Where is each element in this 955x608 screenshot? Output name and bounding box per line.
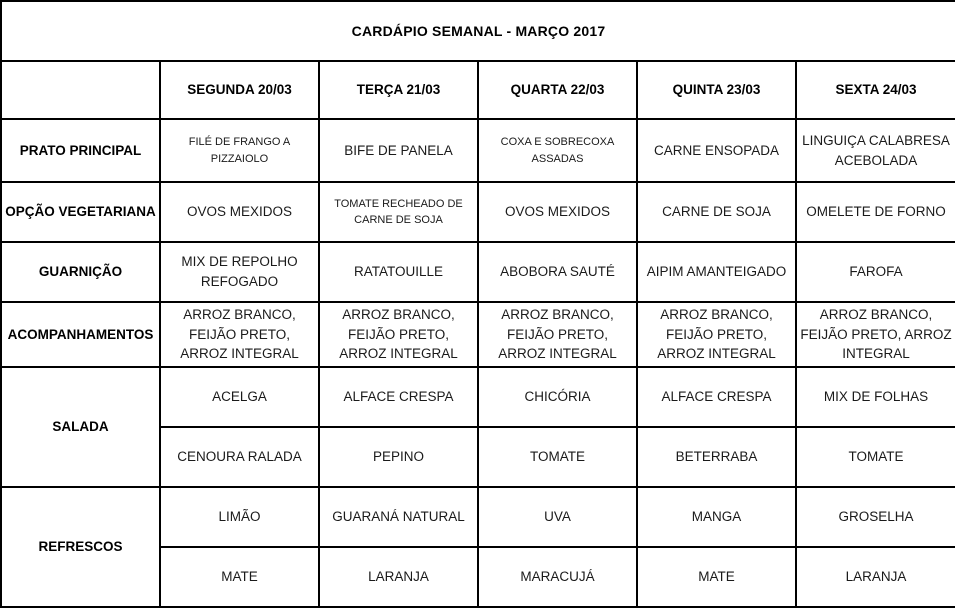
column-header-segunda: SEGUNDA 20/03 — [160, 61, 319, 119]
menu-cell: TOMATE RECHEADO DE CARNE DE SOJA — [319, 182, 478, 242]
row-label-guarnicao: GUARNIÇÃO — [1, 242, 160, 302]
menu-cell: OVOS MEXIDOS — [478, 182, 637, 242]
menu-cell: COXA E SOBRECOXA ASSADAS — [478, 119, 637, 182]
menu-cell: FAROFA — [796, 242, 955, 302]
menu-cell: CENOURA RALADA — [160, 427, 319, 487]
column-header-terca: TERÇA 21/03 — [319, 61, 478, 119]
menu-cell: BIFE DE PANELA — [319, 119, 478, 182]
menu-cell: CARNE DE SOJA — [637, 182, 796, 242]
menu-cell: MARACUJÁ — [478, 547, 637, 607]
menu-cell: PEPINO — [319, 427, 478, 487]
menu-cell: CHICÓRIA — [478, 367, 637, 427]
menu-cell: TOMATE — [796, 427, 955, 487]
menu-cell: CARNE ENSOPADA — [637, 119, 796, 182]
menu-cell: RATATOUILLE — [319, 242, 478, 302]
menu-cell: OMELETE DE FORNO — [796, 182, 955, 242]
row-label-acompanhamentos: ACOMPANHAMENTOS — [1, 302, 160, 367]
column-header-quinta: QUINTA 23/03 — [637, 61, 796, 119]
column-header-quarta: QUARTA 22/03 — [478, 61, 637, 119]
menu-cell: LARANJA — [796, 547, 955, 607]
menu-cell: LINGUIÇA CALABRESA ACEBOLADA — [796, 119, 955, 182]
menu-cell: LARANJA — [319, 547, 478, 607]
row-label-refrescos: REFRESCOS — [1, 487, 160, 607]
menu-cell: MANGA — [637, 487, 796, 547]
menu-cell: MATE — [637, 547, 796, 607]
row-label-salada: SALADA — [1, 367, 160, 487]
column-header-sexta: SEXTA 24/03 — [796, 61, 955, 119]
menu-cell: UVA — [478, 487, 637, 547]
row-label-opcao-vegetariana: OPÇÃO VEGETARIANA — [1, 182, 160, 242]
menu-cell: FILÉ DE FRANGO A PIZZAIOLO — [160, 119, 319, 182]
corner-cell — [1, 61, 160, 119]
menu-cell: GUARANÁ NATURAL — [319, 487, 478, 547]
menu-cell: ARROZ BRANCO, FEIJÃO PRETO, ARROZ INTEGRAL — [319, 302, 478, 367]
row-label-prato-principal: PRATO PRINCIPAL — [1, 119, 160, 182]
menu-cell: ARROZ BRANCO, FEIJÃO PRETO, ARROZ INTEGRAL — [637, 302, 796, 367]
menu-cell: AIPIM AMANTEIGADO — [637, 242, 796, 302]
menu-cell: LIMÃO — [160, 487, 319, 547]
page-title: CARDÁPIO SEMANAL - MARÇO 2017 — [1, 1, 955, 61]
menu-cell: ALFACE CRESPA — [319, 367, 478, 427]
menu-cell: OVOS MEXIDOS — [160, 182, 319, 242]
menu-cell: ACELGA — [160, 367, 319, 427]
menu-cell: MIX DE REPOLHO REFOGADO — [160, 242, 319, 302]
menu-cell: GROSELHA — [796, 487, 955, 547]
menu-cell: ARROZ BRANCO, FEIJÃO PRETO, ARROZ INTEGRAL — [478, 302, 637, 367]
menu-cell: ABOBORA SAUTÉ — [478, 242, 637, 302]
menu-cell: ALFACE CRESPA — [637, 367, 796, 427]
menu-cell: BETERRABA — [637, 427, 796, 487]
menu-cell: MATE — [160, 547, 319, 607]
menu-cell: ARROZ BRANCO, FEIJÃO PRETO, ARROZ INTEGRAL — [160, 302, 319, 367]
menu-cell: MIX DE FOLHAS — [796, 367, 955, 427]
menu-cell: TOMATE — [478, 427, 637, 487]
menu-cell: ARROZ BRANCO, FEIJÃO PRETO, ARROZ INTEGRAL — [796, 302, 955, 367]
